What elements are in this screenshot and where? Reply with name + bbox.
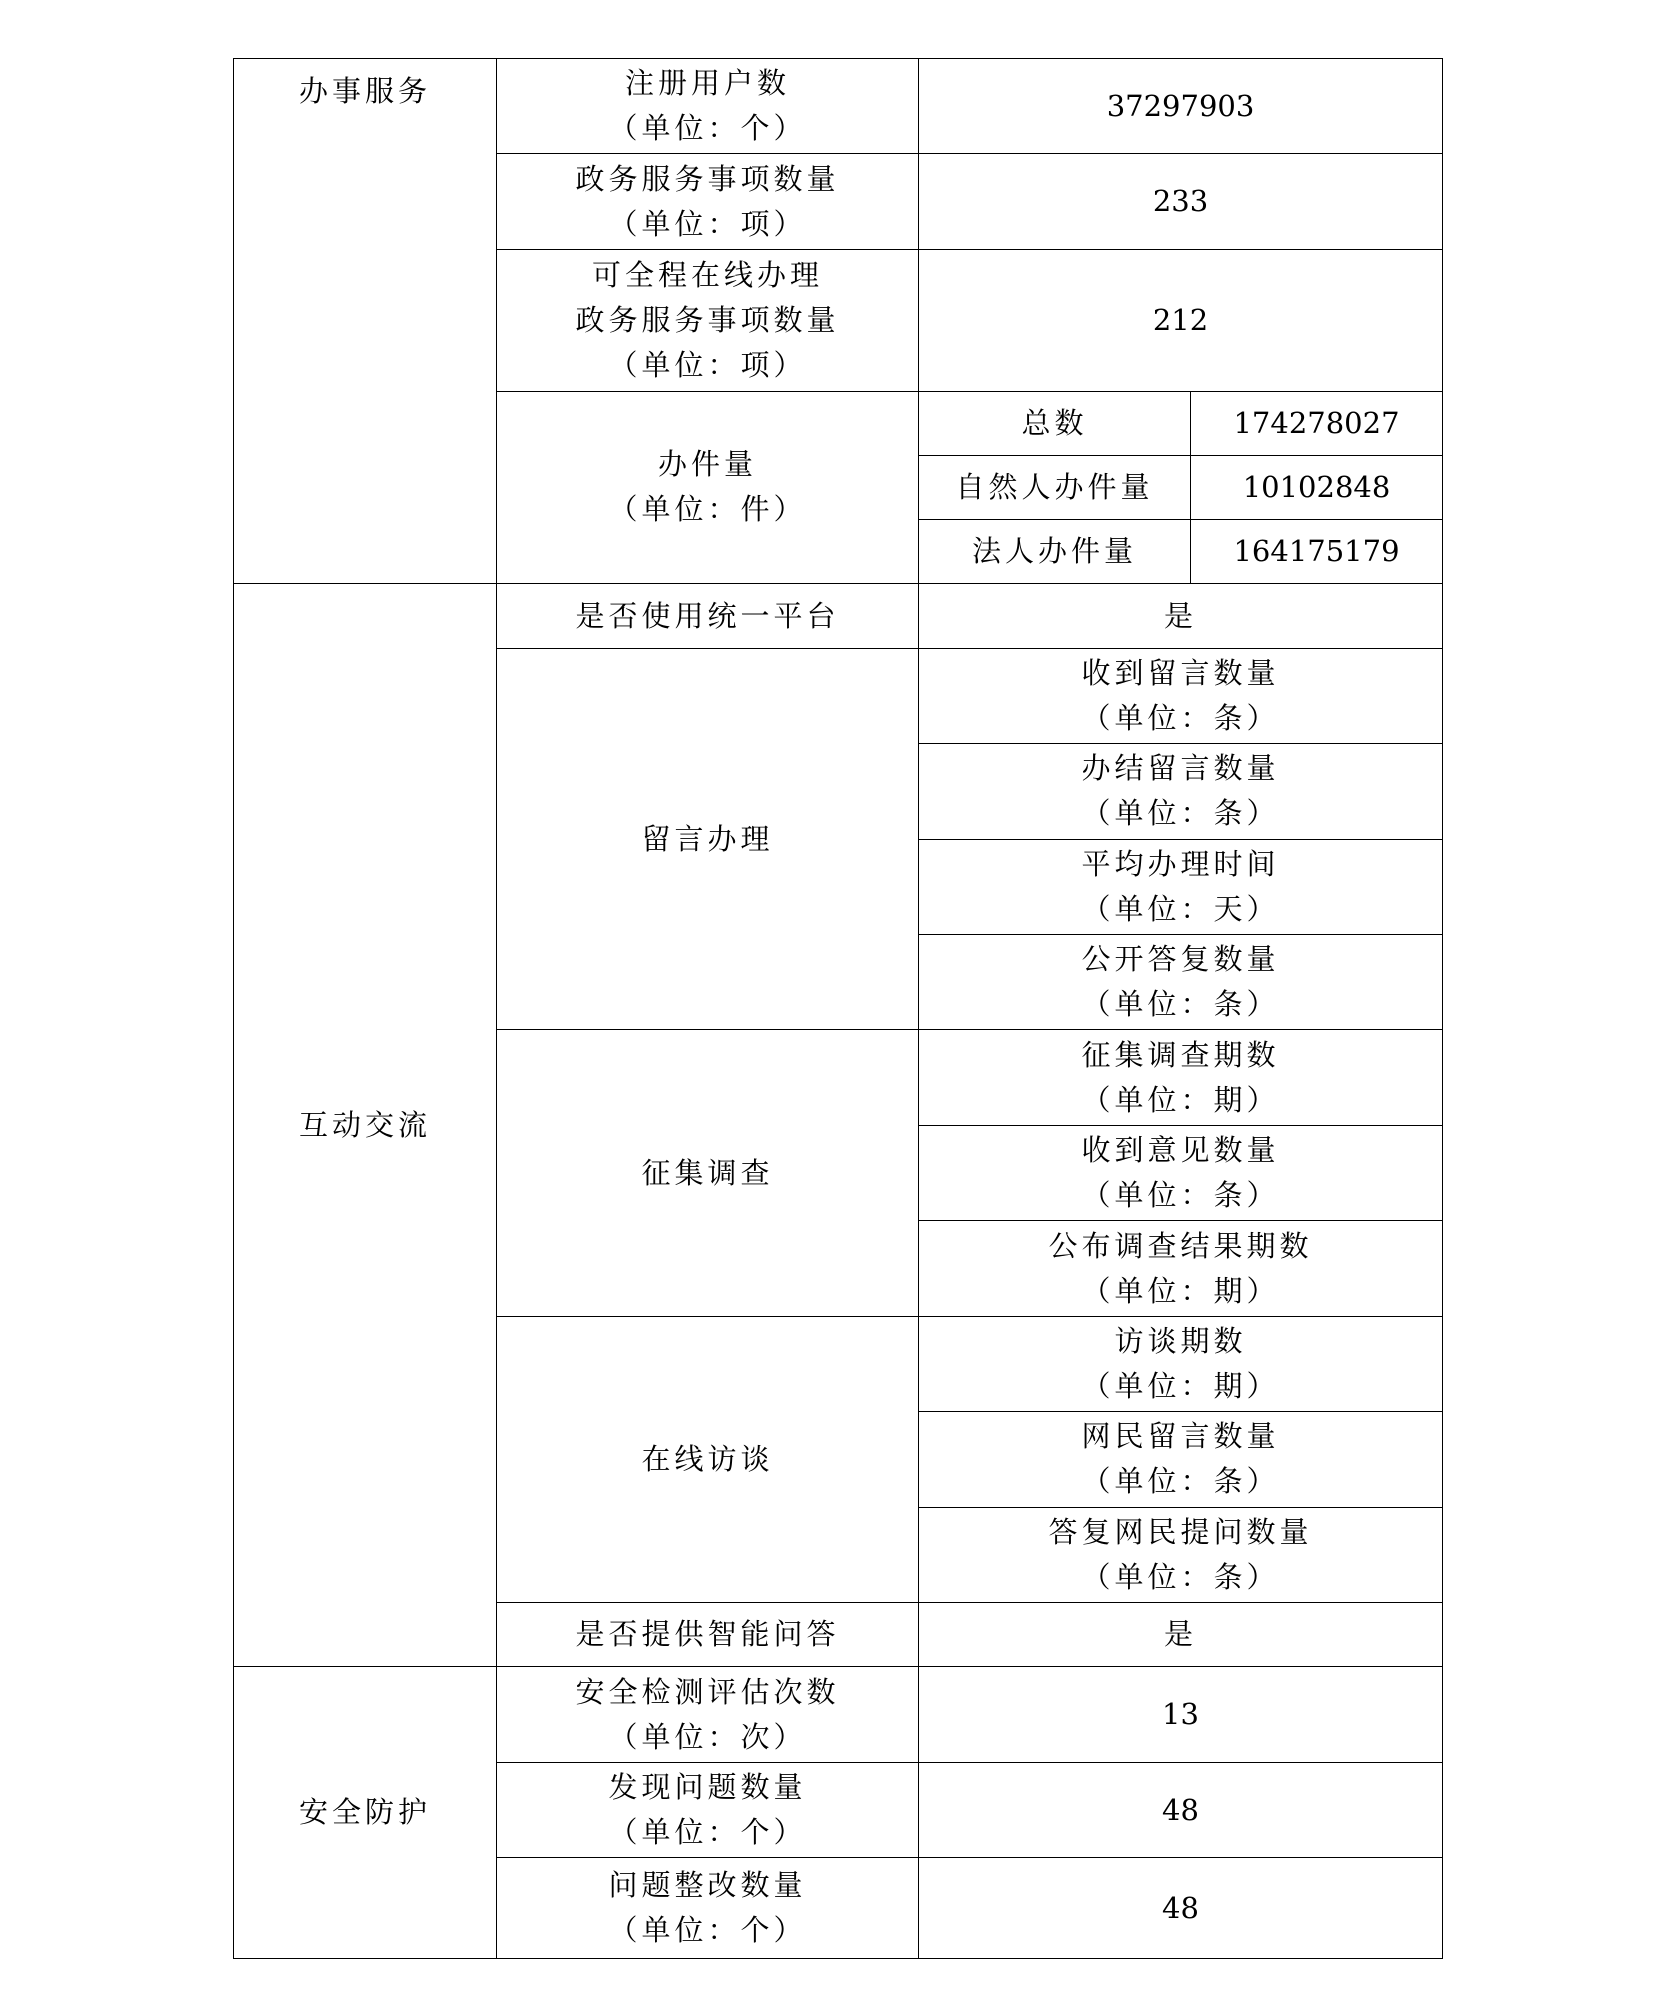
survey-results-label: 公布调查结果期数 （单位：期）: [919, 1221, 1443, 1316]
table-row: [234, 584, 1443, 648]
security-checks-value: 13: [919, 1667, 1443, 1762]
interview-netizen-msgs-label: 网民留言数量 （单位：条）: [919, 1412, 1443, 1507]
unified-platform-label: 是否使用统一平台: [497, 584, 919, 648]
statistics-table: [233, 58, 1443, 1959]
issues-fixed-label: 问题整改数量 （单位：个）: [497, 1858, 919, 1959]
section-title-service: 办事服务: [234, 59, 497, 584]
cases-legal-label: 法人办件量: [919, 520, 1191, 584]
messages-avg-time-label: 平均办理时间 （单位：天）: [919, 839, 1443, 934]
registered-users-label: 注册用户数 （单位：个）: [497, 59, 919, 154]
smart-qa-value: 是: [919, 1603, 1443, 1667]
service-items-label: 政务服务事项数量 （单位：项）: [497, 154, 919, 249]
cases-total-label: 总数: [919, 391, 1191, 455]
registered-users-value: 37297903: [919, 59, 1443, 154]
issues-fixed-value: 48: [919, 1858, 1443, 1959]
messages-received-label: 收到留言数量 （单位：条）: [919, 648, 1443, 743]
messages-label: 留言办理: [497, 648, 919, 1030]
cases-natural-label: 自然人办件量: [919, 455, 1191, 519]
unified-platform-value: 是: [919, 584, 1443, 648]
messages-completed-label: 办结留言数量 （单位：条）: [919, 744, 1443, 839]
interview-periods-label: 访谈期数 （单位：期）: [919, 1316, 1443, 1411]
section-title-interaction: 互动交流: [234, 584, 497, 1667]
interview-label: 在线访谈: [497, 1316, 919, 1602]
cases-total-value: 174278027: [1191, 391, 1443, 455]
survey-label: 征集调查: [497, 1030, 919, 1316]
table-row: [234, 59, 1443, 154]
cases-legal-value: 164175179: [1191, 520, 1443, 584]
table-row: [234, 1667, 1443, 1762]
messages-public-replies-label: 公开答复数量 （单位：条）: [919, 935, 1443, 1030]
section-title-security: 安全防护: [234, 1667, 497, 1959]
survey-periods-label: 征集调查期数 （单位：期）: [919, 1030, 1443, 1125]
issues-found-label: 发现问题数量 （单位：个）: [497, 1762, 919, 1857]
interview-answered-label: 答复网民提问数量 （单位：条）: [919, 1507, 1443, 1602]
online-items-value: 212: [919, 249, 1443, 391]
issues-found-value: 48: [919, 1762, 1443, 1857]
survey-opinions-label: 收到意见数量 （单位：条）: [919, 1125, 1443, 1220]
online-items-label: 可全程在线办理 政务服务事项数量 （单位：项）: [497, 249, 919, 391]
security-checks-label: 安全检测评估次数 （单位：次）: [497, 1667, 919, 1762]
service-items-value: 233: [919, 154, 1443, 249]
smart-qa-label: 是否提供智能问答: [497, 1603, 919, 1667]
cases-label: 办件量 （单位：件）: [497, 391, 919, 584]
cases-natural-value: 10102848: [1191, 455, 1443, 519]
